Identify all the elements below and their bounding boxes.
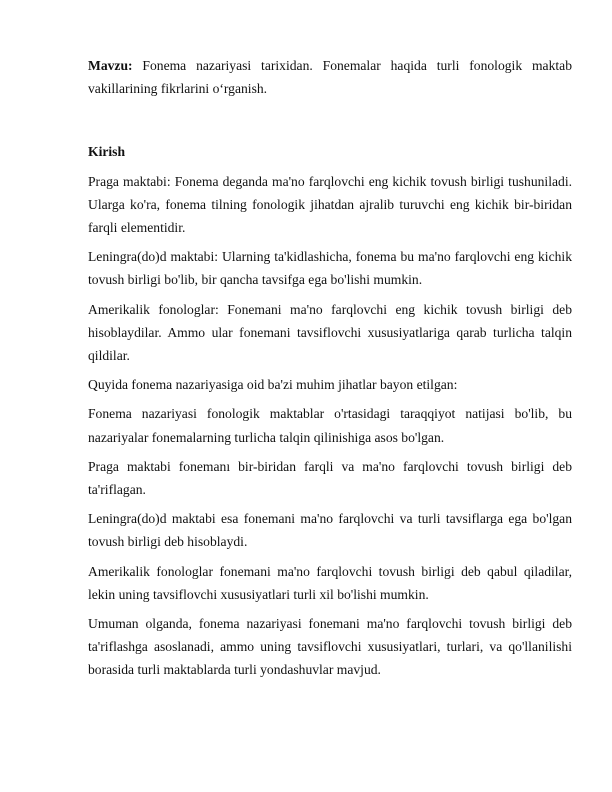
- paragraph-conclusion: Umuman olganda, fonema nazariyasi fonemani ma'no farqlovchi tovush birligi deb ta'riflashga asoslanadi, ammo uning tavsiflovchi xususiyatlari, turlari, va qo'llanilishi borasida turli maktablarda turli yondashuvlar mavjud.: [88, 616, 572, 678]
- document-page: [88, 54, 572, 688]
- paragraph-american: Amerikalik fonologlar: Fonemani ma'no farqlovchi eng kichik tovush birligi deb hisoblaydilar. Ammo ular fonemani tavsiflovchi xususiyatlariga qarab turlicha talqin qildilar.: [88, 301, 572, 364]
- paragraph-theory-result: Fonema nazariyasi fonologik maktablar o'rtasidagi taraqqiyot natijasi bo'lib, bu nazariyalar fonemalarning turlicha talqin qilinishiga asos bo'lgan.: [88, 406, 572, 445]
- topic-label: Mavzu:: [88, 58, 133, 73]
- paragraph-leningrad: Leningra(do)d maktabi: Ularning ta'kidlashicha, fonema bu ma'no farqlovchi eng kichik tovush birligi bo'lib, bir qancha tavsifga ega bo'lishi mumkin.: [88, 249, 572, 288]
- paragraph-praga: Praga maktabi: Fonema deganda ma'no farqlovchi eng kichik tovush birligi tushuniladi. Ularga ko'ra, fonema tilning fonologik jihatdan ajralib turuvchi eng kichik bir-biridan farqli elementidir.: [88, 173, 572, 236]
- paragraph-american-definition: Amerikalik fonologlar fonemani ma'no farqlovchi tovush birligi deb qabul qiladilar, lekin uning tavsiflovchi xususiyatlari turli xil bo'lishi mumkin.: [88, 563, 572, 602]
- paragraph-intro-list: Quyida fonema nazariyasiga oid ba'zi muhim jihatlar bayon etilgan:: [88, 377, 458, 393]
- topic-line: [88, 54, 572, 100]
- topic-text: Fonema nazariyasi tarixidan. Fonemalar haqida turli fonologik maktab vakillarining fikrlarini o‘rganish.: [88, 58, 572, 97]
- paragraph-praga-definition: Praga maktabi fonemanı bir-biridan farqli va ma'no farqlovchi tovush birligi deb ta'riflagan.: [88, 458, 572, 498]
- paragraph-leningrad-definition: Leningra(do)d maktabi esa fonemani ma'no farqlovchi va turli tavsiflarga ega bo'lgan tovush birligi deb hisoblaydi.: [88, 511, 572, 550]
- section-heading: Kirish: [88, 144, 126, 160]
